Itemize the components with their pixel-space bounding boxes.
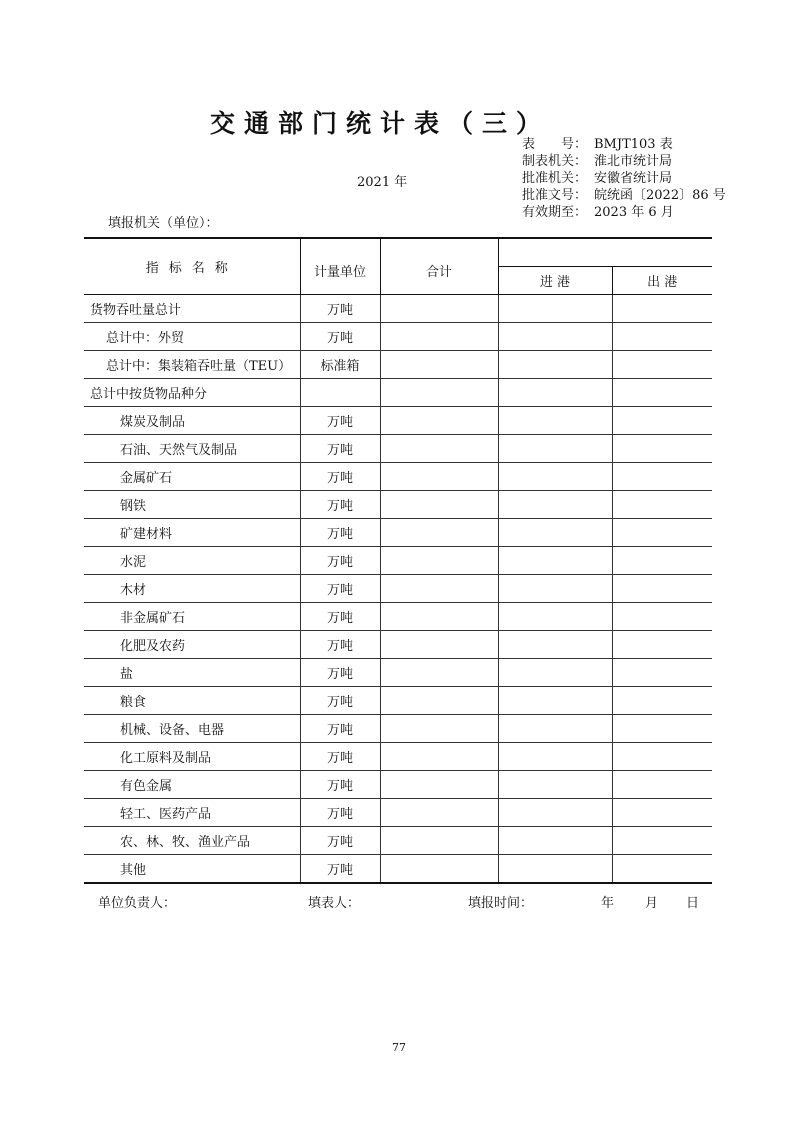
unit-cell: 万吨 (300, 407, 380, 435)
table-row (84, 687, 712, 715)
indicator-name-cell: 有色金属 (84, 771, 300, 799)
unit-cell: 万吨 (300, 743, 380, 771)
header-out-port: 出 港 (612, 267, 712, 295)
fill-date-label: 填报时间： (468, 896, 534, 911)
total-value-cell[interactable] (380, 407, 498, 435)
table-row (84, 631, 712, 659)
in-port-value-cell[interactable] (498, 379, 612, 407)
unit-cell: 万吨 (300, 435, 380, 463)
document-title: 交通部门统计表（三） (210, 109, 551, 138)
indicator-name-cell: 水泥 (84, 547, 300, 575)
unit-cell: 万吨 (300, 631, 380, 659)
form-filler-label: 填表人： (308, 896, 361, 911)
header-indicator-name: 指标名称 (84, 238, 300, 295)
table-row (84, 379, 712, 407)
indicator-name-cell: 总计中：集装箱吞吐量（TEU） (84, 351, 300, 379)
unit-cell: 万吨 (300, 323, 380, 351)
table-row (84, 715, 712, 743)
out-port-value-cell[interactable] (612, 491, 712, 519)
indicator-name-cell: 木材 (84, 575, 300, 603)
indicator-name-cell: 其他 (84, 855, 300, 884)
out-port-value-cell[interactable] (612, 519, 712, 547)
unit-cell: 万吨 (300, 547, 380, 575)
table-row (84, 435, 712, 463)
total-value-cell[interactable] (380, 771, 498, 799)
date-day-label: 日 (686, 896, 700, 911)
table-row (84, 771, 712, 799)
page-number: 77 (392, 1041, 406, 1054)
meta-row-approval-number (522, 187, 726, 204)
table-row (84, 855, 712, 884)
form-meta-block (522, 136, 726, 221)
unit-cell: 万吨 (300, 491, 380, 519)
in-port-value-cell[interactable] (498, 603, 612, 631)
table-row (84, 351, 712, 379)
out-port-value-cell[interactable] (612, 659, 712, 687)
date-month-label: 月 (645, 896, 659, 911)
in-port-value-cell[interactable] (498, 687, 612, 715)
table-row (84, 547, 712, 575)
out-port-value-cell[interactable] (612, 435, 712, 463)
out-port-value-cell[interactable] (612, 351, 712, 379)
total-value-cell[interactable] (380, 351, 498, 379)
in-port-value-cell[interactable] (498, 771, 612, 799)
report-year: 2021 年 (357, 175, 408, 190)
indicator-name-cell: 化肥及农药 (84, 631, 300, 659)
total-value-cell[interactable] (380, 435, 498, 463)
total-value-cell[interactable] (380, 547, 498, 575)
meta-value: BMJT103 表 (594, 137, 673, 152)
table-row (84, 799, 712, 827)
in-port-value-cell[interactable] (498, 631, 612, 659)
unit-cell: 万吨 (300, 295, 380, 323)
unit-cell: 万吨 (300, 463, 380, 491)
total-value-cell[interactable] (380, 575, 498, 603)
table-row (84, 295, 712, 323)
unit-cell: 标准箱 (300, 351, 380, 379)
indicator-name-cell: 金属矿石 (84, 463, 300, 491)
out-port-value-cell[interactable] (612, 575, 712, 603)
in-port-value-cell[interactable] (498, 715, 612, 743)
meta-label: 有效期至： (522, 205, 588, 220)
unit-cell: 万吨 (300, 771, 380, 799)
out-port-value-cell[interactable] (612, 827, 712, 855)
meta-label: 批准机关： (522, 171, 588, 186)
indicator-name-cell: 钢铁 (84, 491, 300, 519)
meta-label: 表 号： (522, 137, 588, 152)
indicator-name-cell: 盐 (84, 659, 300, 687)
meta-value: 皖统函〔2022〕86 号 (594, 188, 726, 203)
total-value-cell[interactable] (380, 603, 498, 631)
table-row (84, 659, 712, 687)
indicator-name-cell: 非金属矿石 (84, 603, 300, 631)
unit-cell: 万吨 (300, 827, 380, 855)
total-value-cell[interactable] (380, 519, 498, 547)
out-port-value-cell[interactable] (612, 631, 712, 659)
total-value-cell[interactable] (380, 687, 498, 715)
meta-row-form-number (522, 136, 726, 153)
meta-row-approving-authority (522, 170, 726, 187)
out-port-value-cell[interactable] (612, 771, 712, 799)
meta-label: 制表机关： (522, 154, 588, 169)
unit-cell: 万吨 (300, 799, 380, 827)
total-value-cell[interactable] (380, 323, 498, 351)
in-port-value-cell[interactable] (498, 799, 612, 827)
indicator-name-cell: 煤炭及制品 (84, 407, 300, 435)
indicator-name-cell: 农、林、牧、渔业产品 (84, 827, 300, 855)
total-value-cell[interactable] (380, 491, 498, 519)
unit-leader-label: 单位负责人： (98, 896, 177, 911)
in-port-value-cell[interactable] (498, 855, 612, 884)
indicator-name-cell: 矿建材料 (84, 519, 300, 547)
header-port-group (498, 238, 712, 267)
table-row (84, 603, 712, 631)
in-port-value-cell[interactable] (498, 575, 612, 603)
table-row (84, 575, 712, 603)
table-row (84, 491, 712, 519)
table-row (84, 743, 712, 771)
out-port-value-cell[interactable] (612, 407, 712, 435)
unit-cell: 万吨 (300, 575, 380, 603)
meta-row-issuing-authority (522, 153, 726, 170)
out-port-value-cell[interactable] (612, 379, 712, 407)
table-row (84, 827, 712, 855)
in-port-value-cell[interactable] (498, 295, 612, 323)
meta-row-valid-until (522, 204, 726, 221)
indicator-name-cell: 化工原料及制品 (84, 743, 300, 771)
table-row (84, 323, 712, 351)
out-port-value-cell[interactable] (612, 799, 712, 827)
table-row (84, 407, 712, 435)
unit-cell: 万吨 (300, 855, 380, 884)
unit-cell: 万吨 (300, 659, 380, 687)
unit-cell: 万吨 (300, 715, 380, 743)
unit-cell: 万吨 (300, 519, 380, 547)
out-port-value-cell[interactable] (612, 295, 712, 323)
out-port-value-cell[interactable] (612, 743, 712, 771)
out-port-value-cell[interactable] (612, 547, 712, 575)
header-unit: 计量单位 (300, 238, 380, 295)
out-port-value-cell[interactable] (612, 715, 712, 743)
meta-value: 安徽省统计局 (594, 171, 673, 186)
total-value-cell[interactable] (380, 799, 498, 827)
unit-cell: 万吨 (300, 687, 380, 715)
in-port-value-cell[interactable] (498, 351, 612, 379)
out-port-value-cell[interactable] (612, 687, 712, 715)
total-value-cell[interactable] (380, 659, 498, 687)
indicator-name-cell: 轻工、医药产品 (84, 799, 300, 827)
meta-label: 批准文号： (522, 188, 588, 203)
in-port-value-cell[interactable] (498, 827, 612, 855)
total-value-cell[interactable] (380, 295, 498, 323)
meta-value: 2023 年 6 月 (594, 205, 674, 220)
total-value-cell[interactable] (380, 855, 498, 884)
in-port-value-cell[interactable] (498, 407, 612, 435)
indicator-name-cell: 总计中按货物品种分 (84, 379, 300, 407)
total-value-cell[interactable] (380, 631, 498, 659)
indicator-name-cell: 总计中：外贸 (84, 323, 300, 351)
meta-value: 淮北市统计局 (594, 154, 673, 169)
total-value-cell[interactable] (380, 379, 498, 407)
date-year-label: 年 (601, 896, 615, 911)
in-port-value-cell[interactable] (498, 435, 612, 463)
indicator-name-cell: 粮食 (84, 687, 300, 715)
unit-cell (300, 379, 380, 407)
total-value-cell[interactable] (380, 743, 498, 771)
in-port-value-cell[interactable] (498, 463, 612, 491)
in-port-value-cell[interactable] (498, 323, 612, 351)
in-port-value-cell[interactable] (498, 743, 612, 771)
table-row (84, 519, 712, 547)
in-port-value-cell[interactable] (498, 547, 612, 575)
total-value-cell[interactable] (380, 827, 498, 855)
total-value-cell[interactable] (380, 463, 498, 491)
out-port-value-cell[interactable] (612, 323, 712, 351)
out-port-value-cell[interactable] (612, 855, 712, 884)
in-port-value-cell[interactable] (498, 659, 612, 687)
reporting-unit-label: 填报机关（单位）： (108, 216, 219, 231)
indicator-name-cell: 货物吞吐量总计 (84, 295, 300, 323)
header-total: 合计 (380, 238, 498, 295)
table-row (84, 463, 712, 491)
indicator-name-cell: 石油、天然气及制品 (84, 435, 300, 463)
in-port-value-cell[interactable] (498, 491, 612, 519)
indicator-name-cell: 机械、设备、电器 (84, 715, 300, 743)
statistics-table (84, 237, 712, 884)
header-in-port: 进 港 (498, 267, 612, 295)
out-port-value-cell[interactable] (612, 463, 712, 491)
unit-cell: 万吨 (300, 603, 380, 631)
total-value-cell[interactable] (380, 715, 498, 743)
out-port-value-cell[interactable] (612, 603, 712, 631)
in-port-value-cell[interactable] (498, 519, 612, 547)
